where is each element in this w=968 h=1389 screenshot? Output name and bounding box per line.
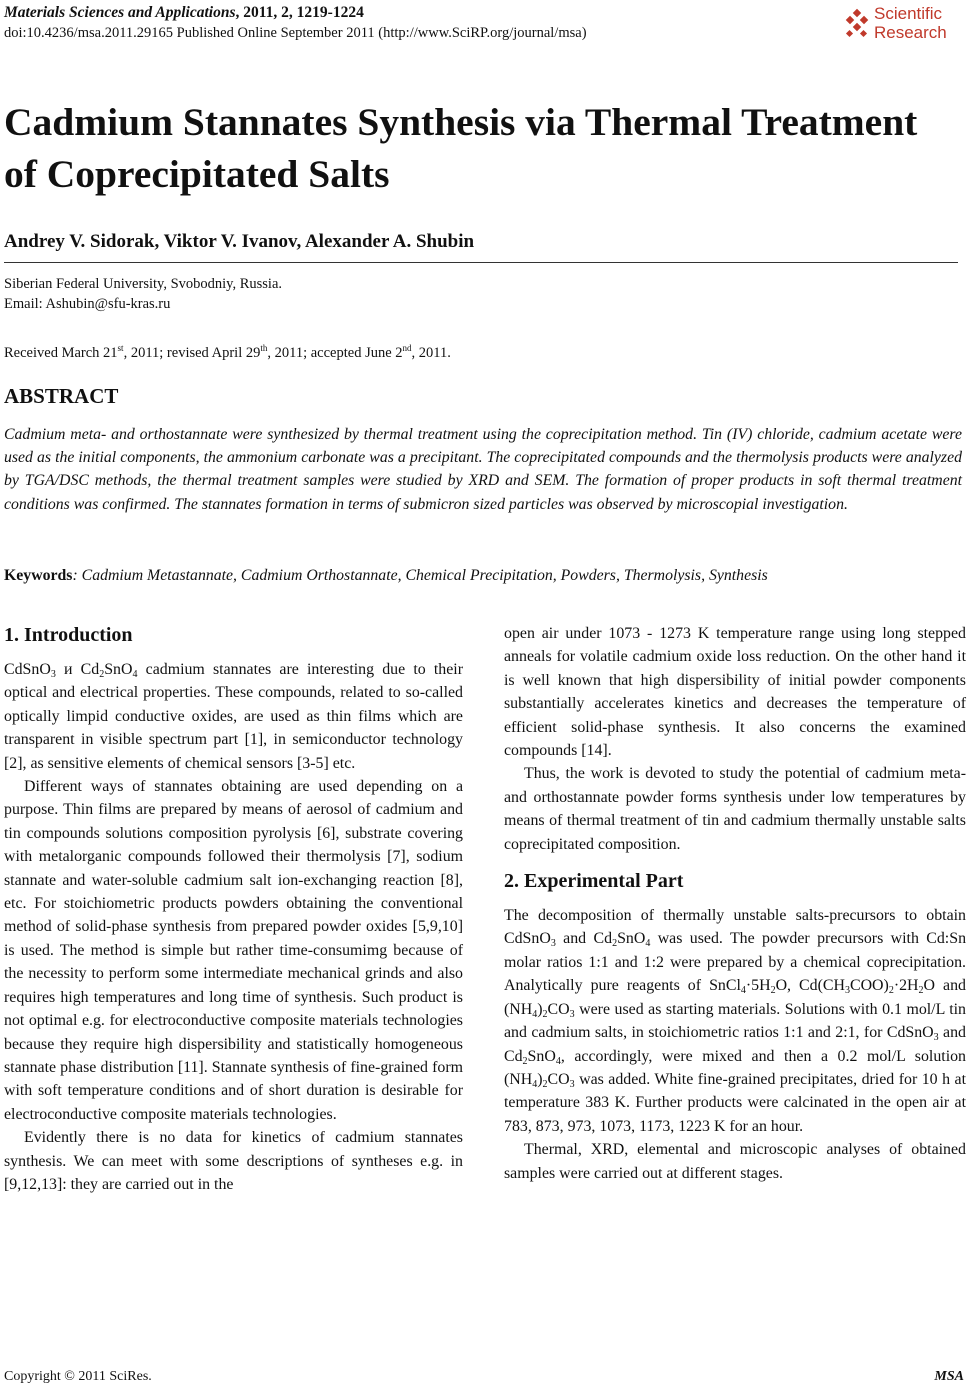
scientific-research-logo-icon — [844, 8, 872, 40]
exp-text-a: The decomposition of thermally unstable salts-precursors to obtain — [504, 907, 966, 925]
revised-text: , 2011; revised April 29 — [123, 344, 261, 361]
intro-paragraph-5: Thus, the work is devoted to study the potential of cadmium meta- and orthostannate powder forms synthesis under low temperatures by means of thermal treatment of tin and cadmium thermally unstable salts coprecipitated composition. — [504, 765, 966, 853]
section-introduction-heading: 1. Introduction — [4, 624, 133, 646]
intro-paragraph-3: Evidently there is no data for kinetics of cadmium stannates synthesis. We can meet with some descriptions of syntheses e.g. in [9,12,13]: they are carried out in the — [4, 1129, 463, 1193]
paper-title: Cadmium Stannates Synthesis via Thermal Treatment of Coprecipitated Salts — [4, 100, 918, 196]
year-text: , 2011. — [411, 344, 451, 361]
exp-text-e: was added. White fine-grained precipitates, dried for 10 h at temperature 383 K. Further products were calcinated in the open air at 783, 873, 973, 1073, 1173, 1223 K for an hour. — [504, 1070, 966, 1135]
keywords — [4, 565, 966, 587]
exp-text-b: was used. The powder precursors with Cd:Sn molar ratios 1:1 and 1:2 were prepared by a chemical coprecipitation. Analytically pure reagents of — [504, 930, 967, 995]
intro-p1-text: cadmium stannates are interesting due to their optical and electrical properties. These compounds, related to so-called optically limpid conductive oxides, are used as thin films which are transparent in visible spectrum part [1], in semiconductor technology [2], as sensitive elements of chemical sensors [3-5] etc. — [4, 661, 463, 772]
journal-abbreviation: MSA — [934, 1369, 964, 1384]
received-text: Received March 21 — [4, 344, 118, 361]
revised-sup: th — [260, 343, 268, 353]
logo-line-1: Scientific — [874, 4, 943, 23]
abstract-heading: ABSTRACT — [4, 384, 119, 408]
experimental-paragraph-2: Thermal, XRD, elemental and microscopic analyses of obtained samples were carried out at different stages. — [504, 1141, 966, 1182]
exp-text-c: were used as starting materials. Solutions with 0.1 mol/L tin and cadmium salts, in stoichiometric ratios 1:1 and 2:1, for — [504, 1000, 966, 1042]
received-sup: st — [117, 343, 124, 353]
intro-paragraph-1: CdSnO$_3$ и $Cd_2SnO_4$ cadmium stannates are interesting due to their optical and electrical properties. These compounds, related to so-called optically limpid conductive oxides, are used as thin films which are transparent in visible spectrum part [1], in semiconductor technology [2], as sensitive elements of chemical sensors [3-5] etc. — [4, 661, 463, 772]
journal-name: Materials Sciences and Applications — [4, 4, 236, 21]
copyright: Copyright © 2011 SciRes. — [4, 1369, 152, 1384]
publisher-logo — [844, 4, 964, 44]
affiliation: Siberian Federal University, Svobodniy, Russia. — [4, 276, 283, 292]
exp-text-d: , accordingly, were mixed and then a 0.2 mol/L solution — [560, 1047, 966, 1065]
accepted-sup: nd — [402, 343, 412, 353]
logo-line-2: Research — [874, 23, 947, 42]
affiliation-block — [4, 274, 282, 314]
right-column — [504, 622, 966, 1185]
left-column — [4, 622, 463, 1196]
doi-line: doi:10.4236/msa.2011.29165 Published Online September 2011 (http://www.SciRP.org/journal/msa) — [4, 25, 587, 41]
abstract-text: Cadmium meta- and orthostannate were synthesized by thermal treatment using the coprecipitation method. Tin (IV) chloride, cadmium acetate were used as the initial components, the ammonium carbonate was a precipitant. The coprecipitated compounds and the thermolysis products were analyzed by TGA/DSC methods, the thermal treatment samples were studied by XRD and SEM. The formation of proper products in soft thermal treatment conditions was confirmed. The stannates formation in terms of submicron sized particles was observed by microscopial investigation. — [4, 426, 962, 513]
section-experimental-heading: 2. Experimental Part — [504, 870, 684, 893]
received-dates — [4, 338, 451, 363]
intro-paragraph-2: Different ways of stannates obtaining are used depending on a purpose. Thin films are prepared by means of aerosol of cadmium and tin compounds solutions composition pyrolysis [6], substrate covering with metalorganic compounds followed their thermolysis [7], sodium stannate and water-soluble cadmium salt ion-exchanging reaction [8], etc. For stoichiometric products powders obtaining the conventional method of solid-phase synthesis from prepared powder oxides [5,9,10] is used. The method is simple but rather time-consumimg because of the necessity to perform some intermediate mechanical grinds and also requires high temperatures and long time of synthesis. Such product is not optimal e.g. for electroconductive composite materials technologies because they require high dispersibility and statistically homogeneous stannate phase distribution [11]. Stannate synthesis of fine-grained form with soft temperature conditions and of short duration is desirable for electroconductive composite materials technologies. — [4, 778, 463, 1123]
journal-header — [4, 4, 364, 22]
title-divider — [4, 262, 958, 263]
experimental-paragraph-1: The decomposition of thermally unstable salts-precursors to obtain CdSnO$_3$ and $Cd_2SnO_4$ was used. The powder precursors with Cd:Sn molar ratios 1:1 and 1:2 were prepared by a chemical coprecipitation. Analytically pure reagents of $SnCl_4\cdot 5H_2O$, $Cd(CH_3COO)_2\cdot 2H_2O$ and $(NH_4)_2CO_3$ were used as starting materials. Solutions with 0.1 mol/L tin and cadmium salts, in stoichiometric ratios 1:1 and 2:1, for CdSnO$_3$ and $Cd_2SnO_4$, accordingly, were mixed and then a 0.2 mol/L solution $(NH_4)_2CO_3$ was added. White fine-grained precipitates, dried for 10 h at temperature 383 K. Further products were calcinated in the open air at 783, 873, 973, 1073, 1173, 1223 K for an hour. — [504, 907, 967, 1135]
keywords-list: : Cadmium Metastannate, Cadmium Orthostannate, Chemical Precipitation, Powders, Thermolysis, Synthesis — [72, 567, 768, 584]
journal-details: , 2011, 2, 1219-1224 — [235, 4, 364, 21]
intro-paragraph-4: open air under 1073 - 1273 K temperature range using long stepped anneals for volatile cadmium oxide loss reduction. On the other hand it is well known that high dispersibility of initial powder components substantially accelerates kinetics and decreases the temperature of efficient solid-phase synthesis. It also concerns the examined compounds [14]. — [504, 625, 966, 760]
authors: Andrey V. Sidorak, Viktor V. Ivanov, Alexander A. Shubin — [4, 231, 475, 252]
keywords-label: Keywords — [4, 567, 73, 584]
email[interactable]: Email: Ashubin@sfu-kras.ru — [4, 296, 171, 312]
accepted-text: , 2011; accepted June 2 — [267, 344, 403, 361]
